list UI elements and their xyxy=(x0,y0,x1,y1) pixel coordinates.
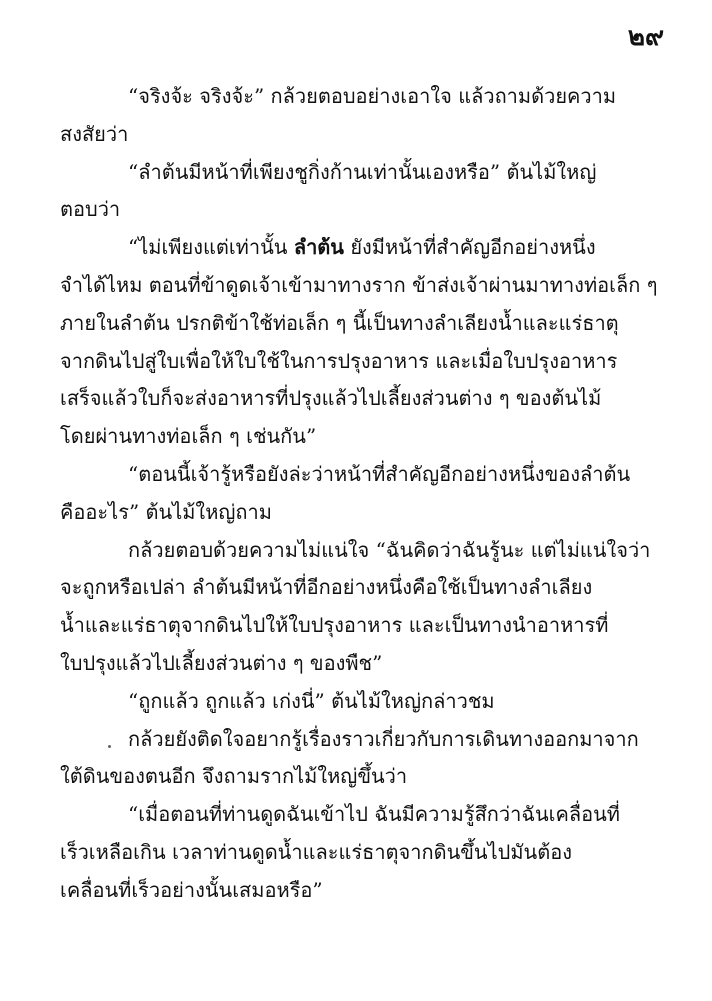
text-line: คืออะไร” ต้นไม้ใหญ่ถาม xyxy=(60,499,272,524)
text-line: จำได้ไหม ตอนที่ข้าดูดเจ้าเข้ามาทางราก ข้าส่งเจ้าผ่านมาทางท่อเล็ก ๆ xyxy=(60,272,658,297)
text-line: “ตอนนี้เจ้ารู้หรือยังล่ะว่าหน้าที่สำคัญอีกอย่างหนึ่งของลำต้น xyxy=(128,461,631,486)
text-line: ตอบว่า xyxy=(60,197,121,222)
bold-term: ลำต้น xyxy=(293,235,344,260)
text-line: โดยผ่านทางท่อเล็ก ๆ เช่นกัน” xyxy=(60,424,317,449)
text-line: “ถูกแล้ว ถูกแล้ว เก่งนี่” ต้นไม้ใหญ่กล่าวชม xyxy=(128,688,495,713)
story-text xyxy=(60,78,660,910)
text-line: “จริงจ้ะ จริงจ้ะ” กล้วยตอบอย่างเอาใจ แล้วถามด้วยความ xyxy=(128,84,617,108)
text-line: กล้วยตอบด้วยความไม่แน่ใจ “ฉันคิดว่าฉันรู้นะ แต่ไม่แน่ใจว่า xyxy=(128,537,651,562)
text-line: สงสัยว่า xyxy=(60,121,129,146)
text-line: ใบปรุงแล้วไปเลี้ยงส่วนต่าง ๆ ของพืช” xyxy=(60,650,383,675)
text-line: จะถูกหรือเปล่า ลำต้นมีหน้าที่อีกอย่างหนึ่งคือใช้เป็นทางลำเลียง xyxy=(60,575,593,600)
text-line: น้ำและแร่ธาตุจากดินไปให้ใบปรุงอาหาร และเป็นทางนำอาหารที่ xyxy=(60,613,609,638)
text-line: เสร็จแล้วใบก็จะส่งอาหารที่ปรุงแล้วไปเลี้ยงส่วนต่าง ๆ ของต้นไม้ xyxy=(60,386,602,411)
text-line: เร็วเหลือเกิน เวลาท่านดูดน้ำและแร่ธาตุจากดินขึ้นไปมันต้อง xyxy=(60,839,572,864)
text-line xyxy=(60,229,660,267)
text-segment: ยังมีหน้าที่สำคัญอีกอย่างหนึ่ง xyxy=(343,235,596,260)
text-line: จากดินไปสู่ใบเพื่อให้ใบใช้ในการปรุงอาหาร และเมื่อใบปรุงอาหาร xyxy=(60,348,618,373)
text-line: ใต้ดินของตนอีก จึงถามรากไม้ใหญ่ขึ้นว่า xyxy=(60,764,408,789)
text-line: กล้วยยังติดใจอยากรู้เรื่องราวเกี่ยวกับการเดินทางออกมาจาก xyxy=(128,726,639,751)
page-number: ๒๙ xyxy=(627,22,664,52)
text-line: “ลำต้นมีหน้าที่เพียงชูกิ่งก้านเท่านั้นเองหรือ” ต้นไม้ใหญ่ xyxy=(128,159,597,184)
scan-speck xyxy=(108,745,111,748)
text-line: “เมื่อตอนที่ท่านดูดฉันเข้าไป ฉันมีความรู้สึกว่าฉันเคลื่อนที่ xyxy=(128,802,620,827)
text-line: เคลื่อนที่เร็วอย่างนั้นเสมอหรือ” xyxy=(60,877,323,902)
text-line: ภายในลำต้น ปรกติข้าใช้ท่อเล็ก ๆ นี้เป็นทางลำเลียงน้ำและแร่ธาตุ xyxy=(60,310,619,335)
text-segment: “ไม่เพียงแต่เท่านั้น xyxy=(128,235,294,260)
